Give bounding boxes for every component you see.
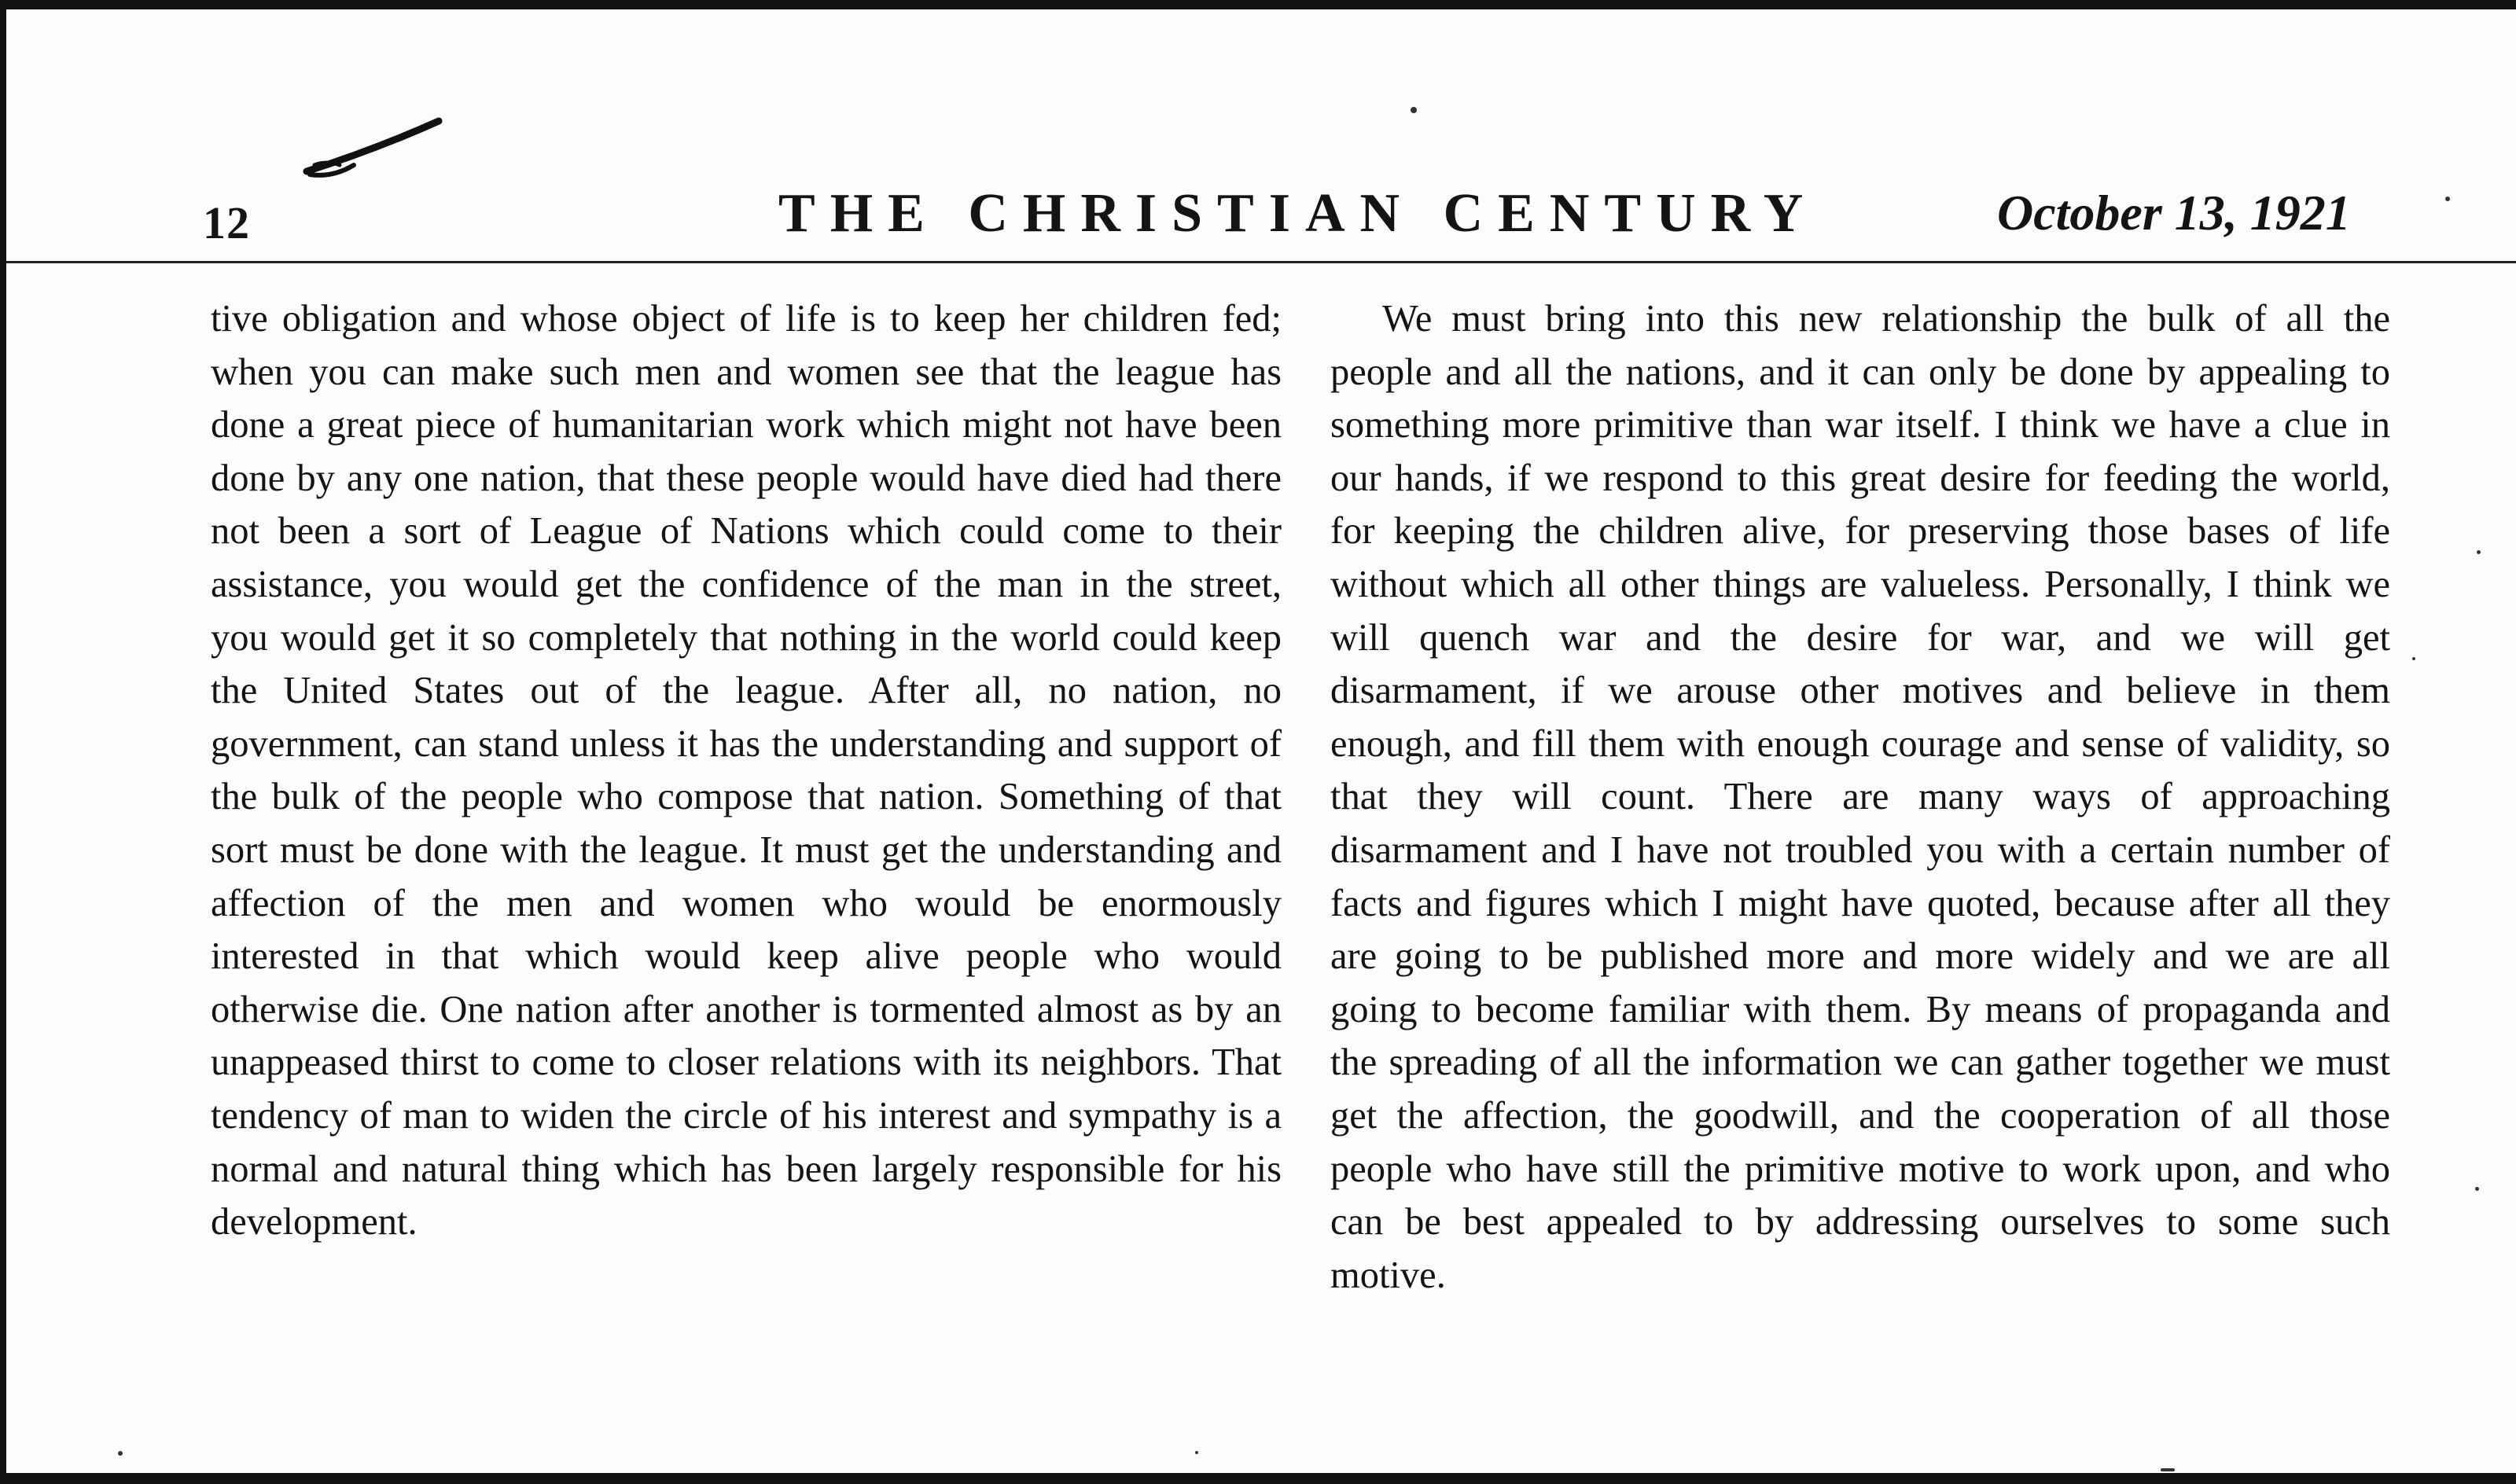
scan-speck (2161, 1468, 2175, 1471)
scan-border-top (0, 0, 2516, 9)
publication-title: THE CHRISTIAN CENTURY (778, 183, 1819, 244)
header-divider (6, 261, 2516, 263)
scan-speck (118, 1451, 123, 1456)
scan-border-left (0, 0, 6, 1484)
article-left-column: tive obligation and whose object of life is to keep her children fed; when you can make such men and women see that the league has done a great piece of humanitarian work which might not have been done by any one nation, that these people would have died had there not been a sort of League of Nations which could come to their assistance, you would get the confidence of the man in the street, you would get it so completely that nothing in the world could keep the United States out of the league. After all, no nation, no government, can stand unless it has the understanding and support of the bulk of the people who compose that nation. Something of that sort must be done with the league. It must get the understanding and affection of the men and women who would be enormously interested in that which would keep alive people who would otherwise die. One nation after another is tormented almost as by an unappeased thirst to come to closer relations with its neighbors. That tendency of man to widen the circle of his interest and sympathy is a normal and natural thing which has been largely responsible for his development. (211, 298, 1282, 1243)
scan-border-bottom (0, 1473, 2516, 1484)
scan-speck (2475, 1187, 2479, 1191)
scan-speck (2445, 197, 2450, 201)
pen-stroke-icon (299, 110, 456, 189)
page-number: 12 (203, 197, 250, 248)
scan-speck (1195, 1451, 1198, 1454)
scan-speck (2477, 550, 2481, 554)
scan-speck (2412, 657, 2415, 660)
issue-date: October 13, 1921 (1997, 185, 2351, 241)
article-right-column: We must bring into this new relationship the bulk of all the people and all the nations, and it can only be done by appealing to something more primitive than war itself. I think we have a clue in our hands, if we respond to this great desire for feeding the world, for keeping the children alive, for preserving those bases of life without which all other things are valueless. Personally, I think we will quench war and the desire for war, and we will get disarmament, if we arouse other motives and believe in them enough, and fill them with enough courage and sense of validity, so that they will count. There are many ways of approaching disarmament and I have not troubled you with a certain number of facts and figures which I might have quoted, because after all they are going to be published more and more widely and we are all going to become familiar with them. By means of propaganda and the spreading of all the information we can gather together we must get the affection, the goodwill, and the cooperation of all those people who have still the primitive motive to work upon, and who can be best appealed to by addressing ourselves to some such motive. (1330, 298, 2390, 1296)
scan-speck (1411, 107, 1417, 113)
